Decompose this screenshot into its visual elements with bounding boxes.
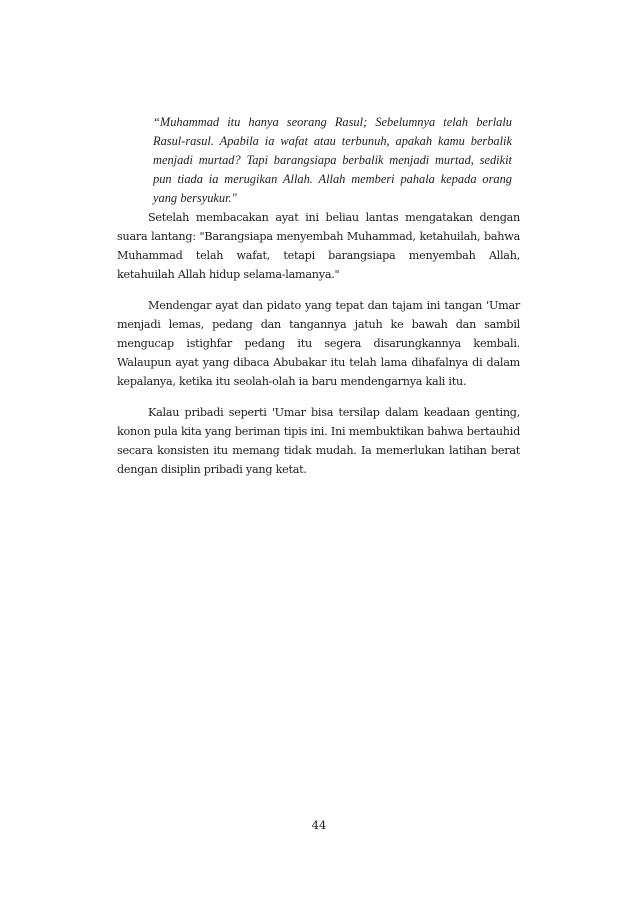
quran-verse-quote: “Muhammad itu hanya seorang Rasul; Sebelumnya telah berlalu Rasul-rasul. Apabila ia wafat atau terbunuh, apakah kamu berbalik menjadi murtad? Tapi barangsiapa berbalik menjadi murtad, sedikit pun tiada ia merugikan Allah. Allah memberi pahala kepada orang yang bersyukur.": [153, 115, 512, 205]
body-text: [117, 208, 520, 491]
paragraph-2: Mendengar ayat dan pidato yang tepat dan tajam ini tangan 'Umar menjadi lemas, pedang dan tangannya jatuh ke bawah dan sambil mengucap istighfar pedang itu segera disarungkannya kembali. Walaupun ayat yang dibaca Abubakar itu telah lama dihafalnya di dalam kepalanya, ketika itu seolah-olah ia baru mendengarnya kali itu.: [117, 299, 520, 388]
paragraph-1: Setelah membacakan ayat ini beliau lantas mengatakan dengan suara lantang: "Barangsiapa menyembah Muhammad, ketahuilah, bahwa Muhammad telah wafat, tetapi barangsiapa menyembah Allah, ketahuilah Allah hidup selama-lamanya.": [117, 211, 520, 281]
paragraph-3: Kalau pribadi seperti 'Umar bisa tersilap dalam keadaan genting, konon pula kita yang beriman tipis ini. Ini membuktikan bahwa bertauhid secara konsisten itu memang tidak mudah. Ia memerlukan latihan berat dengan disiplin pribadi yang ketat.: [117, 406, 520, 476]
page-number: 44: [311, 818, 327, 832]
